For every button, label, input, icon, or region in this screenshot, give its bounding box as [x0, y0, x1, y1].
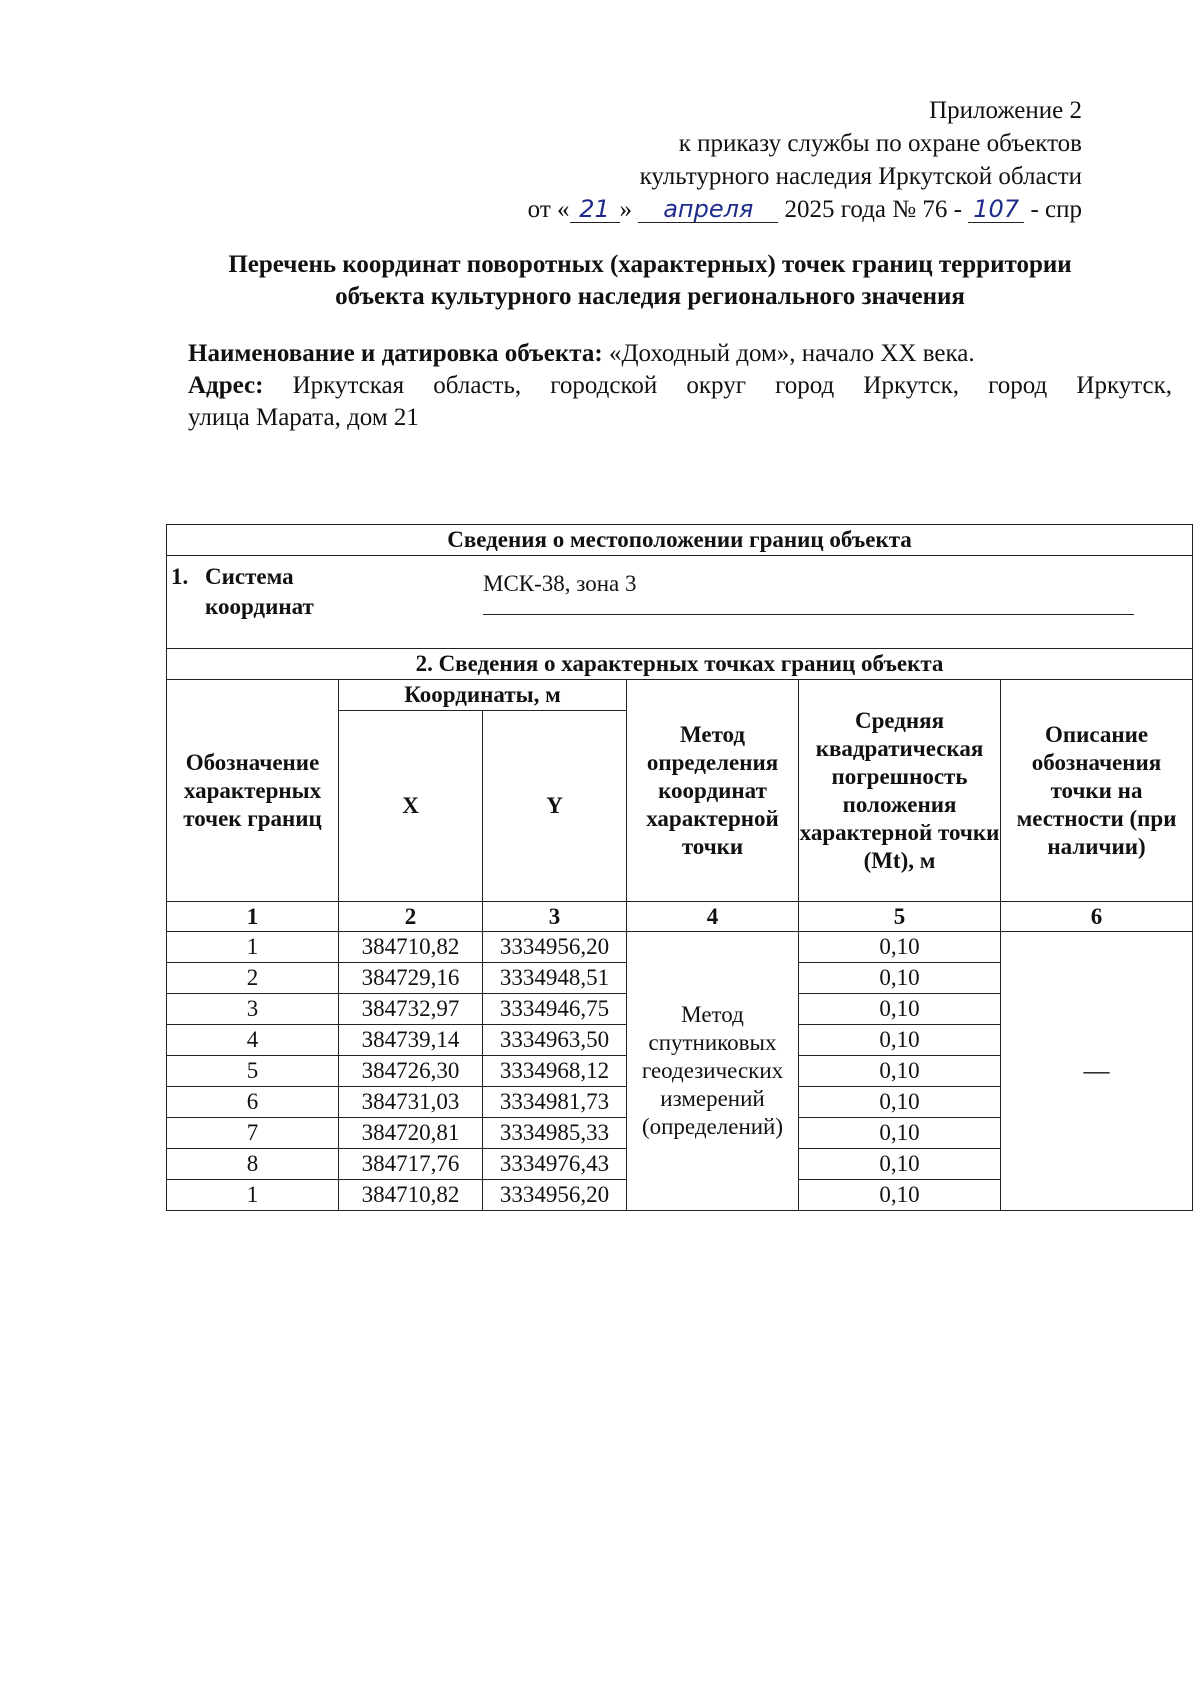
- col-number: 5: [799, 902, 1001, 932]
- cell-point: 8: [167, 1149, 339, 1180]
- table-row: [167, 932, 1193, 963]
- cell-mt: 0,10: [799, 963, 1001, 994]
- cell-point: 1: [167, 932, 339, 963]
- coordinate-system-label: 1. Система координат: [171, 564, 314, 619]
- section1-title: Сведения о местоположении границ объекта: [167, 525, 1193, 556]
- handwritten-month: апреля: [638, 196, 778, 223]
- cell-x: 384710,82: [339, 932, 483, 963]
- col-number: 2: [339, 902, 483, 932]
- cell-point: 7: [167, 1118, 339, 1149]
- cell-y: 3334963,50: [483, 1025, 627, 1056]
- section2-title: 2. Сведения о характерных точках границ объекта: [167, 649, 1193, 680]
- cell-method: Метод спутниковых геодезических измерений (определений): [627, 932, 799, 1211]
- header-method: Метод определения координат характерной точки: [627, 680, 799, 902]
- cell-y: 3334985,33: [483, 1118, 627, 1149]
- cell-mt: 0,10: [799, 1149, 1001, 1180]
- coordinate-system-underline: [483, 614, 1134, 615]
- appendix-agency: культурного наследия Иркутской области: [639, 163, 1082, 190]
- cell-y: 3334946,75: [483, 994, 627, 1025]
- appendix-block: [528, 94, 1082, 226]
- cell-y: 3334968,12: [483, 1056, 627, 1087]
- cell-point: 6: [167, 1087, 339, 1118]
- object-info: [188, 338, 1172, 434]
- cell-mt: 0,10: [799, 1087, 1001, 1118]
- cell-y: 3334948,51: [483, 963, 627, 994]
- col-number: 3: [483, 902, 627, 932]
- header-y: Y: [483, 711, 627, 902]
- cell-x: 384710,82: [339, 1180, 483, 1211]
- coordinates-table: [166, 524, 1193, 1211]
- object-address-line-2: улица Марата, дом 21: [188, 404, 419, 431]
- cell-x: 384731,03: [339, 1087, 483, 1118]
- cell-mt: 0,10: [799, 1056, 1001, 1087]
- cell-point: 2: [167, 963, 339, 994]
- header-description: Описание обозначения точки на местности (при наличии): [1001, 680, 1193, 902]
- document-title: Перечень координат поворотных (характерных) точек границ территории объекта культурного наследия регионального значения: [228, 251, 1072, 310]
- col-number: 6: [1001, 902, 1193, 932]
- cell-point: 4: [167, 1025, 339, 1056]
- cell-x: 384717,76: [339, 1149, 483, 1180]
- cell-mt: 0,10: [799, 994, 1001, 1025]
- cell-y: 3334956,20: [483, 932, 627, 963]
- col-number: 1: [167, 902, 339, 932]
- cell-x: 384726,30: [339, 1056, 483, 1087]
- cell-x: 384739,14: [339, 1025, 483, 1056]
- cell-description: —: [1001, 932, 1193, 1211]
- col-number: 4: [627, 902, 799, 932]
- cell-x: 384729,16: [339, 963, 483, 994]
- coordinate-system-value: МСК-38, зона 3: [483, 571, 637, 596]
- handwritten-day: 21: [570, 196, 620, 223]
- cell-mt: 0,10: [799, 1025, 1001, 1056]
- object-address-line: [188, 370, 1172, 402]
- cell-y: 3334981,73: [483, 1087, 627, 1118]
- cell-mt: 0,10: [799, 932, 1001, 963]
- cell-point: 5: [167, 1056, 339, 1087]
- header-x: X: [339, 711, 483, 902]
- cell-mt: 0,10: [799, 1118, 1001, 1149]
- cell-mt: 0,10: [799, 1180, 1001, 1211]
- header-coordinates: Координаты, м: [339, 680, 627, 711]
- column-number-row: [167, 902, 1193, 932]
- cell-y: 3334956,20: [483, 1180, 627, 1211]
- object-name-value: «Доходный дом», начало XX века.: [608, 340, 975, 367]
- cell-point: 3: [167, 994, 339, 1025]
- coordinate-system-cell: [167, 556, 1193, 649]
- object-name-label: Наименование и датировка объекта:: [188, 340, 603, 367]
- header-designation: Обозначение характерных точек границ: [167, 680, 339, 902]
- cell-x: 384732,97: [339, 994, 483, 1025]
- object-address-label: Адрес:: [188, 372, 264, 399]
- appendix-title: Приложение 2: [929, 97, 1082, 124]
- appendix-date-line: от « 21 » апреля 2025 года № 76 - 107 - спр: [527, 195, 1082, 223]
- handwritten-order-number: 107: [968, 196, 1024, 223]
- object-address-value: Иркутская область, городской округ город Иркутск, город Иркутск,: [292, 372, 1172, 399]
- object-name-line: [188, 338, 1172, 370]
- appendix-order-ref: к приказу службы по охране объектов: [678, 130, 1082, 157]
- header-error: Средняя квадратическая погрешность положения характерной точки (Mt), м: [799, 680, 1001, 902]
- cell-x: 384720,81: [339, 1118, 483, 1149]
- cell-point: 1: [167, 1180, 339, 1211]
- cell-y: 3334976,43: [483, 1149, 627, 1180]
